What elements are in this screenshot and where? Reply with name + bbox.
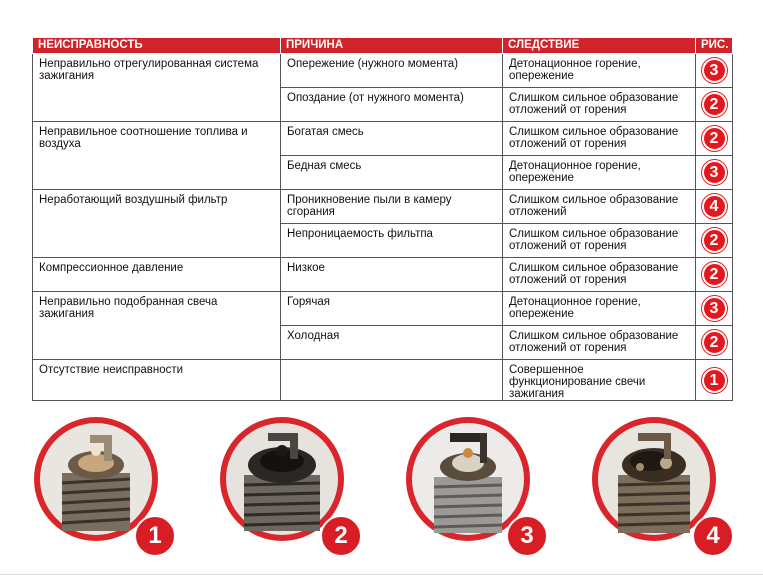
table-row: [33, 360, 733, 401]
fault-cell: Неправильно подобранная свеча зажигания: [33, 292, 281, 360]
table-header-row: [33, 38, 733, 54]
figure-badge: 4: [702, 194, 727, 219]
header-cause: ПРИЧИНА: [281, 38, 503, 54]
fig-cell: [696, 88, 733, 122]
fig-cell: [696, 54, 733, 88]
fig-cell: [696, 360, 733, 401]
photo-number-badge: 2: [320, 515, 362, 557]
fault-cell: Неправильно отрегулированная система зажигания: [33, 54, 281, 122]
header-effect: СЛЕДСТВИЕ: [503, 38, 696, 54]
figure-badge: 3: [702, 58, 727, 83]
fig-cell: [696, 326, 733, 360]
spark-plug-photo-3: [404, 415, 534, 549]
fault-cell: Отсутствие неисправности: [33, 360, 281, 401]
header-fault: НЕИСПРАВНОСТЬ: [33, 38, 281, 54]
effect-cell: Слишком сильное образование отложений от горения: [503, 224, 696, 258]
figure-badge: 2: [702, 92, 727, 117]
fig-cell: [696, 292, 733, 326]
figure-badge: 2: [702, 228, 727, 253]
fig-cell: [696, 258, 733, 292]
photo-number-badge: 4: [692, 515, 734, 557]
effect-cell: Совершенное функционирование свечи зажигания: [503, 360, 696, 401]
spark-plug-photo-1: [32, 415, 162, 549]
figure-badge: 2: [702, 126, 727, 151]
figure-badge: 3: [702, 296, 727, 321]
fig-cell: [696, 122, 733, 156]
cause-cell: Холодная: [281, 326, 503, 360]
cause-cell: Проникновение пыли в камеру сгорания: [281, 190, 503, 224]
table-row: [33, 122, 733, 156]
fault-cell: Компрессионное давление: [33, 258, 281, 292]
cause-cell: Богатая смесь: [281, 122, 503, 156]
photo-number-badge: 3: [506, 515, 548, 557]
effect-cell: Слишком сильное образование отложений от горения: [503, 88, 696, 122]
effect-cell: Детонационное горение, опережение: [503, 156, 696, 190]
fig-cell: [696, 156, 733, 190]
figure-badge: 2: [702, 262, 727, 287]
table-row: [33, 292, 733, 326]
fault-cell: Неработающий воздушный фильтр: [33, 190, 281, 258]
photo-number-badge: 1: [134, 515, 176, 557]
effect-cell: Слишком сильное образование отложений от горения: [503, 258, 696, 292]
header-fig: РИС.: [696, 38, 733, 54]
table-row: [33, 54, 733, 88]
table-row: [33, 258, 733, 292]
figure-badge: 1: [702, 368, 727, 393]
table-row: [33, 190, 733, 224]
cause-cell: Низкое: [281, 258, 503, 292]
fig-cell: [696, 190, 733, 224]
fault-cell: Неправильное соотношение топлива и воздуха: [33, 122, 281, 190]
spark-plug-photo-2: [218, 415, 348, 549]
cause-cell: Опережение (нужного момента): [281, 54, 503, 88]
effect-cell: Слишком сильное образование отложений: [503, 190, 696, 224]
fig-cell: [696, 224, 733, 258]
effect-cell: Слишком сильное образование отложений от горения: [503, 326, 696, 360]
spark-plug-photo-4: [590, 415, 720, 549]
effect-cell: Слишком сильное образование отложений от горения: [503, 122, 696, 156]
effect-cell: Детонационное горение, опережение: [503, 292, 696, 326]
cause-cell: Непроницаемость фильтпа: [281, 224, 503, 258]
figure-badge: 2: [702, 330, 727, 355]
cause-cell: Горячая: [281, 292, 503, 326]
cause-cell: [281, 360, 503, 401]
cause-cell: Бедная смесь: [281, 156, 503, 190]
footer-divider: [0, 574, 763, 575]
cause-cell: Опоздание (от нужного момента): [281, 88, 503, 122]
figure-badge: 3: [702, 160, 727, 185]
effect-cell: Детонационное горение, опережение: [503, 54, 696, 88]
diagnosis-table: [32, 37, 733, 401]
